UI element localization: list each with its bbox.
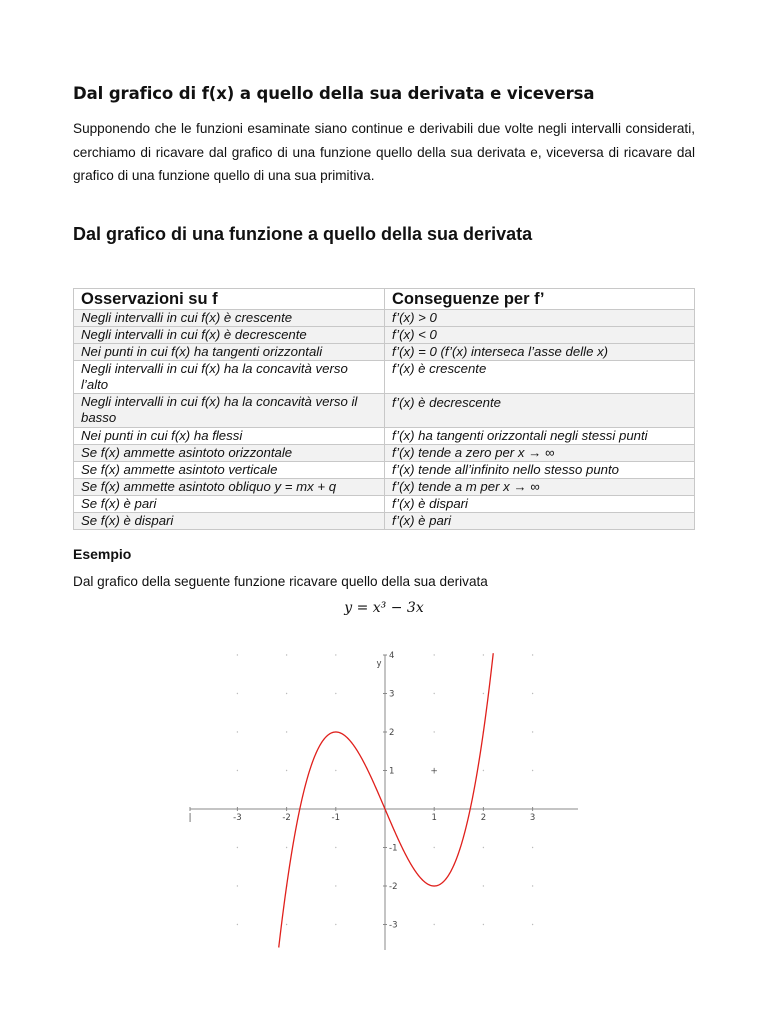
observation-cell: Se f(x) è dispari [74,513,385,530]
grid-dot [532,770,533,771]
consequence-cell: f’(x) ha tangenti orizzontali negli stessi punti [385,428,695,445]
grid-dot [335,847,336,848]
y-tick-label: 4 [389,651,395,661]
page-title: Dal grafico di f(x) a quello della sua derivata e viceversa [73,84,595,103]
x-tick-label: -3 [233,813,242,823]
grid-dot [237,731,238,732]
grid-dot [532,885,533,886]
grid-dot [434,924,435,925]
grid-dot [237,654,238,655]
grid-dot [335,924,336,925]
consequence-cell: f’(x) tende all’infinito nello stesso punto [385,462,695,479]
grid-dot [532,924,533,925]
observation-cell: Se f(x) ammette asintoto verticale [74,462,385,479]
grid-dot [532,731,533,732]
consequence-cell: f’(x) = 0 (f’(x) interseca l’asse delle x) [385,344,695,361]
y-tick-label: -3 [389,920,398,931]
x-tick-label: 2 [480,813,487,823]
grid-dot [532,654,533,655]
x-tick-label: 1 [431,813,437,823]
grid-dot [286,847,287,848]
intro-paragraph: Supponendo che le funzioni esaminate siano continue e derivabili due volte negli intervalli considerati, cerchiamo di ricavare dal grafico di una funzione quello della sua derivata e, viceversa di ricavare dal grafico di una funzione quello di una sua primitiva. [73,121,695,183]
grid-dot [237,847,238,848]
x-tick-label: 3 [529,813,536,823]
consequence-cell: f’(x) è pari [385,513,695,530]
grid-dot [483,654,484,655]
grid-dot [286,924,287,925]
consequence-cell: f’(x) tende a m per x → ∞ [385,479,695,496]
observation-cell: Negli intervalli in cui f(x) è crescente [74,310,385,327]
section-heading: Dal grafico di una funzione a quello della sua derivata [73,224,533,244]
grid-dot [286,770,287,771]
consequence-cell: f’(x) è decrescente [385,394,695,428]
grid-dot [434,731,435,732]
header-observations: Osservazioni su f [74,289,385,310]
grid-dot [483,847,484,848]
plot-annotation: + [430,766,438,777]
grid-dot [237,924,238,925]
consequence-cell: f’(x) > 0 [385,310,695,327]
grid-dot [434,654,435,655]
grid-dot [237,885,238,886]
grid-dot [434,693,435,694]
header-consequences: Conseguenze per f’ [385,289,695,310]
y-tick-label: 2 [389,728,395,738]
y-tick-label: 3 [389,689,395,700]
observation-cell: Nei punti in cui f(x) ha tangenti orizzontali [74,344,385,361]
x-tick-label: -1 [331,813,341,823]
grid-dot [286,693,287,694]
consequence-cell: f’(x) è dispari [385,496,695,513]
grid-dot [483,693,484,694]
function-curve [279,653,494,947]
grid-dot [286,731,287,732]
observation-cell: Nei punti in cui f(x) ha flessi [74,428,385,445]
grid-dot [335,693,336,694]
grid-dot [237,770,238,771]
observation-cell: Se f(x) ammette asintoto obliquo y = mx + q [74,479,385,496]
grid-dot [483,924,484,925]
example-formula: y = x³ − 3x [344,600,424,616]
grid-dot [335,770,336,771]
grid-dot [483,770,484,771]
example-text: Dal grafico della seguente funzione ricavare quello della sua derivata [73,574,488,589]
x-tick-label: -2 [282,813,291,823]
consequence-cell: f’(x) tende a zero per x → ∞ [385,445,695,462]
observation-cell: Negli intervalli in cui f(x) ha la concavità verso l’alto [74,361,385,394]
observation-cell: Se f(x) è pari [74,496,385,513]
grid-dot [335,885,336,886]
observation-cell: Se f(x) ammette asintoto orizzontale [74,445,385,462]
grid-dot [532,693,533,694]
consequence-cell: f’(x) è crescente [385,361,695,394]
grid-dot [335,654,336,655]
y-tick-label: -1 [389,843,398,854]
y-tick-label: -2 [389,882,398,892]
grid-dot [434,847,435,848]
consequence-cell: f’(x) < 0 [385,327,695,344]
example-title: Esempio [73,546,132,562]
grid-dot [532,847,533,848]
grid-dot [237,693,238,694]
observation-cell: Negli intervalli in cui f(x) è decrescente [74,327,385,344]
grid-dot [483,885,484,886]
x-tick-label: | [188,813,192,823]
y-tick-label: 1 [389,766,395,777]
observation-cell: Negli intervalli in cui f(x) ha la concavità verso il basso [74,394,385,428]
grid-dot [286,654,287,655]
y-axis-label: y [376,659,382,669]
